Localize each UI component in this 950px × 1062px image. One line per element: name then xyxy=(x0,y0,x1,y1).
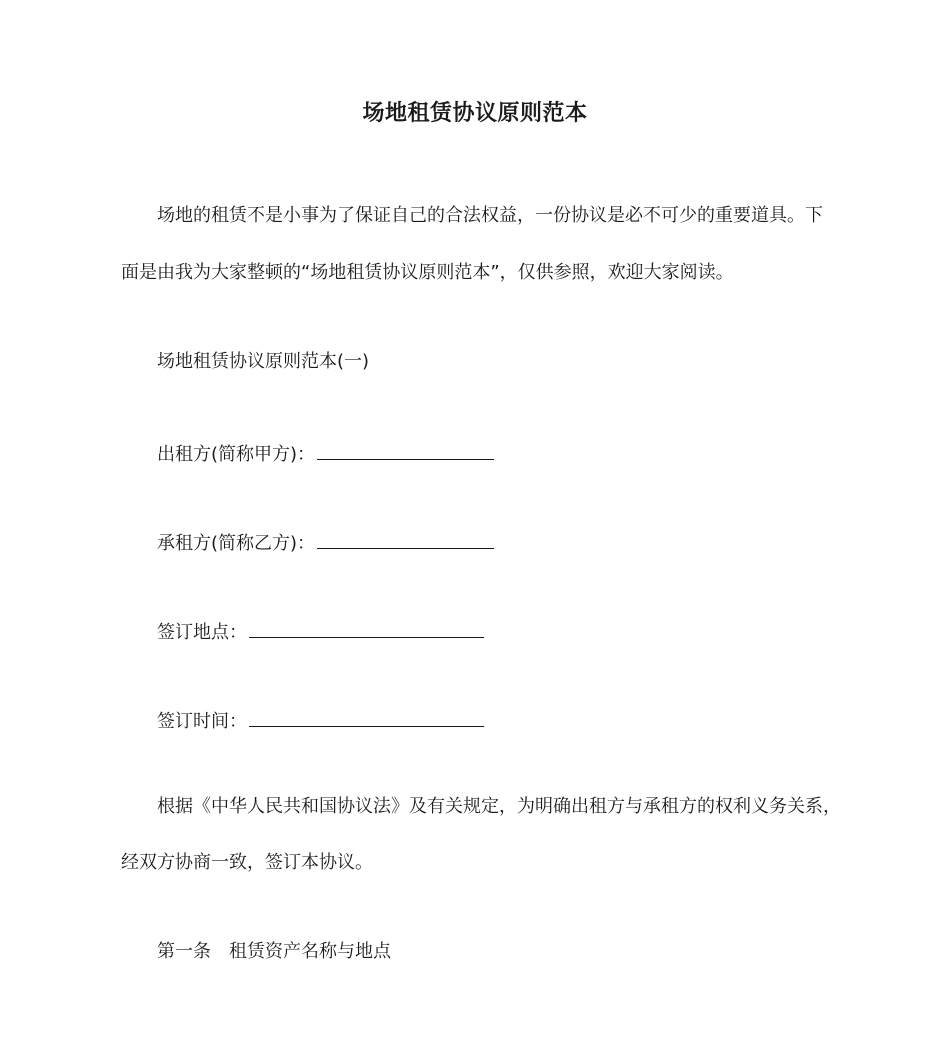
section-heading: 场地租赁协议原则范本(一) xyxy=(157,351,370,372)
signing-time-field xyxy=(157,706,484,734)
signing-place-blank-line xyxy=(249,617,484,638)
lessee-field xyxy=(157,528,494,556)
intro-paragraph-line-2: 面是由我为大家整顿的“场地租赁协议原则范本”，仅供参照，欢迎大家阅读。 xyxy=(121,262,734,283)
document-title: 场地租赁协议原则范本 xyxy=(362,101,588,126)
signing-time-label: 签订时间： xyxy=(157,711,247,732)
lessee-blank-line xyxy=(317,528,494,549)
article-1-heading: 第一条 租赁资产名称与地点 xyxy=(157,941,391,962)
intro-paragraph-line-1: 场地的租赁不是小事为了保证自己的合法权益，一份协议是必不可少的重要道具。下 xyxy=(157,205,823,226)
signing-place-label: 签订地点： xyxy=(157,622,247,643)
basis-paragraph-line-1: 根据《中华人民共和国协议法》及有关规定，为明确出租方与承租方的权利义务关系， xyxy=(157,796,841,817)
lessee-label: 承租方(简称乙方)： xyxy=(157,533,316,554)
lessor-blank-line xyxy=(317,439,494,460)
signing-time-blank-line xyxy=(249,706,484,727)
basis-paragraph-line-2: 经双方协商一致，签订本协议。 xyxy=(121,852,373,873)
signing-place-field xyxy=(157,617,484,645)
lessor-label: 出租方(简称甲方)： xyxy=(157,444,316,465)
lessor-field xyxy=(157,439,494,467)
